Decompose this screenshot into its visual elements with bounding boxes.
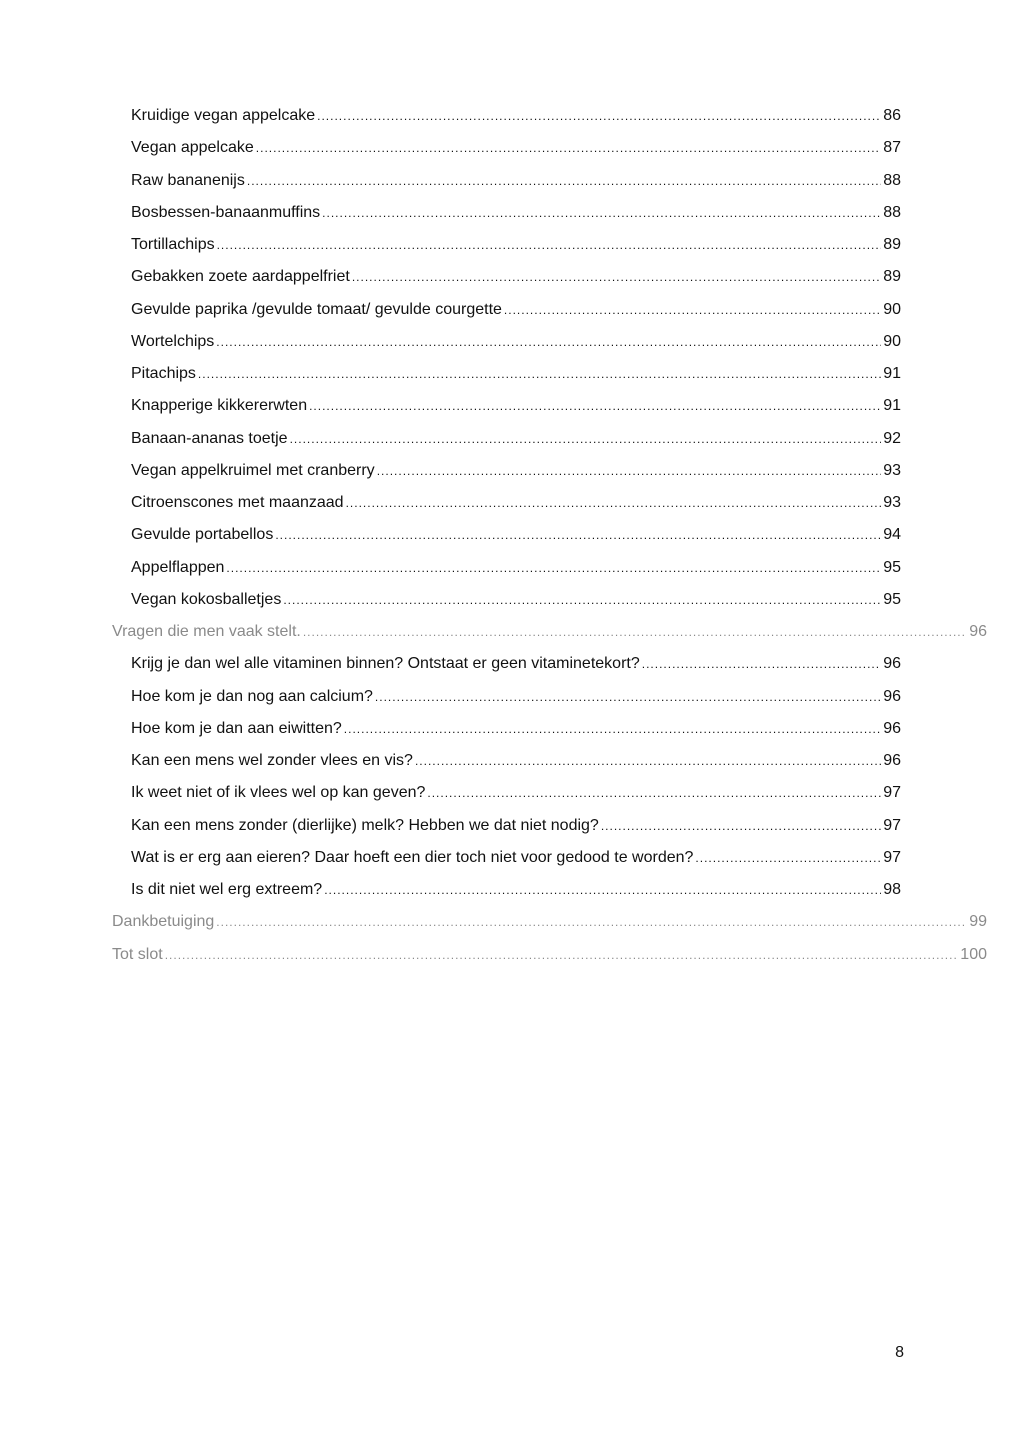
- toc-dot-leader: [415, 745, 881, 777]
- toc-entry-title: Tortillachips: [131, 236, 215, 253]
- toc-entry-title: Banaan-ananas toetje: [131, 430, 288, 447]
- toc-entry[interactable]: [131, 842, 901, 874]
- toc-entry-title: Kan een mens zonder (dierlijke) melk? Hebben we dat niet nodig?: [131, 817, 599, 834]
- toc-entry-page-number: 96: [883, 752, 901, 769]
- toc-dot-leader: [324, 874, 881, 906]
- toc-entry-page-number: 92: [883, 430, 901, 447]
- toc-entry-title: Kruidige vegan appelcake: [131, 107, 316, 124]
- toc-dot-leader: [247, 165, 881, 197]
- toc-dot-leader: [601, 810, 881, 842]
- toc-entry-page-number: 98: [883, 881, 901, 898]
- toc-entry-title: Bosbessen-banaanmuffins: [131, 204, 321, 221]
- toc-entry-title: Dankbetuiging: [112, 913, 215, 930]
- toc-dot-leader: [216, 906, 967, 938]
- toc-entry-title: Hoe kom je dan aan eiwitten?: [131, 720, 342, 737]
- toc-entry-page-number: 88: [883, 204, 901, 221]
- toc-dot-leader: [256, 132, 881, 164]
- toc-entry[interactable]: [131, 519, 901, 551]
- toc-entry-title: Vegan appelkruimel met cranberry: [131, 462, 375, 479]
- page-number: 8: [895, 1344, 904, 1361]
- toc-entry[interactable]: [131, 358, 901, 390]
- toc-entry-page-number: 96: [883, 688, 901, 705]
- toc-entry[interactable]: [131, 777, 901, 809]
- toc-entry-page-number: 97: [883, 784, 901, 801]
- toc-entry[interactable]: [131, 552, 901, 584]
- toc-heading-entry[interactable]: [112, 939, 987, 971]
- toc-dot-leader: [309, 390, 881, 422]
- toc-dot-leader: [283, 584, 881, 616]
- toc-entry-title: Vegan appelcake: [131, 139, 254, 156]
- toc-entry-page-number: 94: [883, 526, 901, 543]
- toc-entry-title: Gevulde paprika /gevulde tomaat/ gevulde courgette: [131, 301, 502, 318]
- toc-entry-page-number: 91: [883, 365, 901, 382]
- toc-entry[interactable]: [131, 165, 901, 197]
- toc-entry[interactable]: [131, 326, 901, 358]
- toc-dot-leader: [695, 842, 881, 874]
- toc-entry-title: Hoe kom je dan nog aan calcium?: [131, 688, 373, 705]
- toc-entry-page-number: 100: [960, 946, 987, 963]
- toc-dot-leader: [377, 455, 882, 487]
- toc-dot-leader: [198, 358, 881, 390]
- toc-entry[interactable]: [131, 132, 901, 164]
- toc-entry-page-number: 90: [883, 301, 901, 318]
- toc-entry-title: Vragen die men vaak stelt.: [112, 623, 301, 640]
- toc-heading-entry[interactable]: [112, 616, 987, 648]
- toc-dot-leader: [317, 100, 881, 132]
- toc-entry[interactable]: [131, 648, 901, 680]
- toc-dot-leader: [375, 681, 881, 713]
- toc-entry-title: Tot slot: [112, 946, 163, 963]
- toc-entry[interactable]: [131, 197, 901, 229]
- toc-entry[interactable]: [131, 294, 901, 326]
- toc-entry[interactable]: [131, 423, 901, 455]
- toc-dot-leader: [226, 552, 881, 584]
- toc-entry-title: Citroenscones met maanzaad: [131, 494, 344, 511]
- toc-entry-title: Is dit niet wel erg extreem?: [131, 881, 323, 898]
- toc-entry[interactable]: [131, 487, 901, 519]
- toc-entry-page-number: 88: [883, 172, 901, 189]
- toc-entry[interactable]: [131, 100, 901, 132]
- toc-entry-title: Ik weet niet of ik vlees wel op kan geven?: [131, 784, 426, 801]
- toc-dot-leader: [322, 197, 881, 229]
- toc-entry[interactable]: [131, 745, 901, 777]
- toc-entry-page-number: 97: [883, 817, 901, 834]
- toc-entry-page-number: 89: [883, 268, 901, 285]
- toc-entry[interactable]: [131, 261, 901, 293]
- toc-dot-leader: [344, 713, 881, 745]
- toc-dot-leader: [290, 423, 882, 455]
- toc-entry-page-number: 89: [883, 236, 901, 253]
- toc-entry[interactable]: [131, 229, 901, 261]
- toc-entry-title: Pitachips: [131, 365, 196, 382]
- toc-dot-leader: [217, 229, 882, 261]
- toc-entry-page-number: 97: [883, 849, 901, 866]
- toc-entry[interactable]: [131, 390, 901, 422]
- toc-entry-title: Wat is er erg aan eieren? Daar hoeft een dier toch niet voor gedood te worden?: [131, 849, 694, 866]
- toc-entry-page-number: 90: [883, 333, 901, 350]
- toc-dot-leader: [642, 648, 881, 680]
- toc-dot-leader: [216, 326, 881, 358]
- toc-entry-page-number: 96: [883, 720, 901, 737]
- toc-entry-title: Kan een mens wel zonder vlees en vis?: [131, 752, 413, 769]
- toc-entry-title: Gebakken zoete aardappelfriet: [131, 268, 350, 285]
- toc-entry-title: Knapperige kikkererwten: [131, 397, 308, 414]
- toc-entry-page-number: 93: [883, 494, 901, 511]
- toc-dot-leader: [165, 939, 959, 971]
- toc-entry[interactable]: [131, 874, 901, 906]
- toc-dot-leader: [303, 616, 967, 648]
- toc-dot-leader: [346, 487, 882, 519]
- toc-entry-title: Krijg je dan wel alle vitaminen binnen? Ontstaat er geen vitaminetekort?: [131, 655, 640, 672]
- toc-dot-leader: [275, 519, 881, 551]
- toc-entry-page-number: 86: [883, 107, 901, 124]
- toc-entry-page-number: 99: [969, 913, 987, 930]
- toc-heading-entry[interactable]: [112, 906, 987, 938]
- toc-entry[interactable]: [131, 584, 901, 616]
- toc-entry-title: Wortelchips: [131, 333, 215, 350]
- toc-entry-title: Appelflappen: [131, 559, 225, 576]
- toc-entry-page-number: 93: [883, 462, 901, 479]
- toc-entry[interactable]: [131, 455, 901, 487]
- toc-entry-title: Vegan kokosballetjes: [131, 591, 282, 608]
- toc-entry-title: Raw bananenijs: [131, 172, 245, 189]
- toc-entry[interactable]: [131, 681, 901, 713]
- toc-dot-leader: [427, 777, 881, 809]
- toc-entry-title: Gevulde portabellos: [131, 526, 274, 543]
- toc-entry-page-number: 95: [883, 559, 901, 576]
- toc-entry[interactable]: [131, 713, 901, 745]
- toc-entry-page-number: 95: [883, 591, 901, 608]
- toc-entry[interactable]: [131, 810, 901, 842]
- toc-dot-leader: [352, 261, 881, 293]
- toc-entry-page-number: 96: [969, 623, 987, 640]
- toc-entry-page-number: 87: [883, 139, 901, 156]
- toc-entry-page-number: 91: [883, 397, 901, 414]
- toc-entry-page-number: 96: [883, 655, 901, 672]
- toc-dot-leader: [504, 294, 881, 326]
